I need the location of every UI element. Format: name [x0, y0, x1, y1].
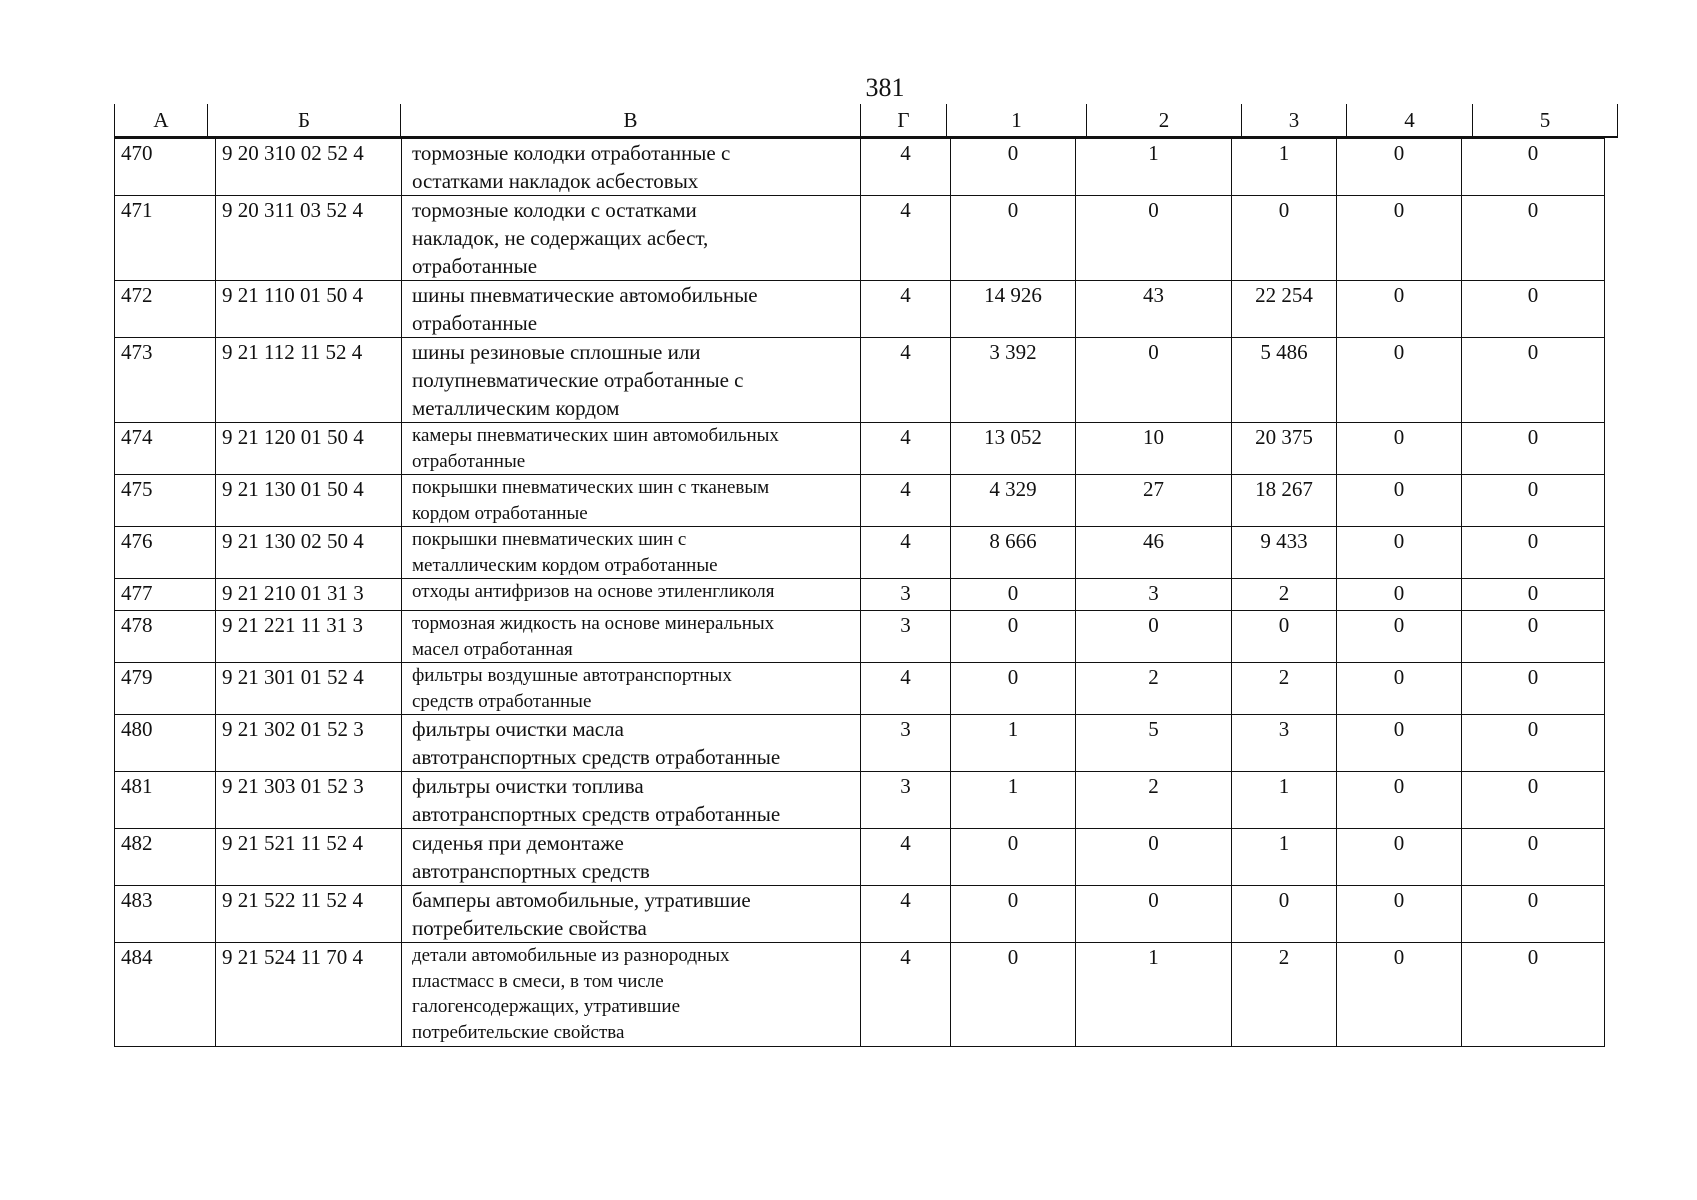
row-number: 473	[115, 338, 216, 423]
waste-code: 9 21 221 11 31 3	[216, 611, 402, 663]
column-header-3: 3	[1242, 104, 1347, 137]
value-col-2: 46	[1076, 527, 1232, 579]
value-col-5: 0	[1462, 715, 1605, 772]
column-header-1: 1	[947, 104, 1087, 137]
description-line: бамперы автомобильные, утратившие	[412, 888, 751, 912]
value-col-5: 0	[1462, 663, 1605, 715]
value-col-5: 0	[1462, 772, 1605, 829]
row-number: 480	[115, 715, 216, 772]
column-header-5: 5	[1473, 104, 1618, 137]
description-line: тормозная жидкость на основе минеральных	[412, 613, 775, 634]
description-line: тормозные колодки с остатками	[412, 198, 697, 222]
table-row	[115, 579, 1605, 611]
value-col-1: 0	[951, 886, 1076, 943]
waste-description	[402, 715, 861, 772]
waste-code: 9 21 210 01 31 3	[216, 579, 402, 611]
row-number: 476	[115, 527, 216, 579]
value-col-3: 2	[1232, 579, 1337, 611]
value-col-5: 0	[1462, 829, 1605, 886]
description-line: накладок, не содержащих асбест,	[412, 226, 709, 250]
value-col-4: 0	[1337, 663, 1462, 715]
table-row	[115, 772, 1605, 829]
description-line: сиденья при демонтаже	[412, 831, 624, 855]
waste-table	[114, 138, 1605, 1047]
description-line: металлическим кордом	[412, 396, 620, 420]
table-body	[115, 139, 1605, 1047]
value-col-4: 0	[1337, 196, 1462, 281]
value-col-2: 2	[1076, 663, 1232, 715]
value-col-2: 1	[1076, 943, 1232, 1047]
hazard-class: 4	[861, 423, 951, 475]
table-row	[115, 281, 1605, 338]
column-header-4: 4	[1347, 104, 1473, 137]
description-line: автотранспортных средств отработанные	[412, 745, 781, 769]
description-line: покрышки пневматических шин с тканевым	[412, 477, 770, 498]
value-col-2: 0	[1076, 196, 1232, 281]
value-col-2: 0	[1076, 829, 1232, 886]
waste-description	[402, 423, 861, 475]
row-number: 472	[115, 281, 216, 338]
value-col-1: 1	[951, 772, 1076, 829]
table-header	[114, 104, 1618, 138]
value-col-5: 0	[1462, 475, 1605, 527]
table-row	[115, 886, 1605, 943]
row-number: 484	[115, 943, 216, 1047]
column-header-b: Б	[208, 104, 401, 137]
value-col-2: 3	[1076, 579, 1232, 611]
description-line: фильтры очистки топлива	[412, 774, 644, 798]
description-line: шины пневматические автомобильные	[412, 283, 758, 307]
waste-code: 9 21 521 11 52 4	[216, 829, 402, 886]
description-line: автотранспортных средств отработанные	[412, 802, 781, 826]
waste-code: 9 21 524 11 70 4	[216, 943, 402, 1047]
value-col-5: 0	[1462, 338, 1605, 423]
table-row	[115, 139, 1605, 196]
value-col-1: 0	[951, 139, 1076, 196]
value-col-5: 0	[1462, 886, 1605, 943]
table-row	[115, 527, 1605, 579]
description-line: масел отработанная	[412, 638, 573, 660]
value-col-2: 5	[1076, 715, 1232, 772]
waste-code: 9 21 522 11 52 4	[216, 886, 402, 943]
row-number: 471	[115, 196, 216, 281]
description-line: тормозные колодки отработанные с	[412, 141, 731, 165]
waste-description	[402, 611, 861, 663]
value-col-4: 0	[1337, 475, 1462, 527]
hazard-class: 3	[861, 611, 951, 663]
description-line: шины резиновые сплошные или	[412, 340, 701, 364]
column-header-2: 2	[1087, 104, 1242, 137]
hazard-class: 4	[861, 663, 951, 715]
value-col-4: 0	[1337, 829, 1462, 886]
waste-description	[402, 338, 861, 423]
value-col-2: 43	[1076, 281, 1232, 338]
description-line: галогенсодержащих, утратившие	[412, 996, 681, 1017]
value-col-1: 13 052	[951, 423, 1076, 475]
row-number: 477	[115, 579, 216, 611]
waste-description	[402, 943, 861, 1047]
value-col-4: 0	[1337, 772, 1462, 829]
value-col-4: 0	[1337, 611, 1462, 663]
table-row	[115, 338, 1605, 423]
hazard-class: 4	[861, 527, 951, 579]
description-line: фильтры очистки масла	[412, 717, 624, 741]
value-col-1: 1	[951, 715, 1076, 772]
value-col-1: 0	[951, 943, 1076, 1047]
waste-description	[402, 196, 861, 281]
value-col-2: 0	[1076, 886, 1232, 943]
value-col-5: 0	[1462, 196, 1605, 281]
value-col-1: 8 666	[951, 527, 1076, 579]
value-col-3: 1	[1232, 139, 1337, 196]
hazard-class: 3	[861, 715, 951, 772]
table-row	[115, 475, 1605, 527]
value-col-3: 3	[1232, 715, 1337, 772]
row-number: 475	[115, 475, 216, 527]
value-col-1: 0	[951, 579, 1076, 611]
value-col-5: 0	[1462, 611, 1605, 663]
waste-description	[402, 475, 861, 527]
waste-code: 9 20 311 03 52 4	[216, 196, 402, 281]
hazard-class: 4	[861, 829, 951, 886]
row-number: 481	[115, 772, 216, 829]
value-col-5: 0	[1462, 423, 1605, 475]
hazard-class: 4	[861, 281, 951, 338]
description-line: детали автомобильные из разнородных	[412, 945, 730, 966]
table-row	[115, 663, 1605, 715]
table-row	[115, 943, 1605, 1047]
waste-description	[402, 772, 861, 829]
description-line: камеры пневматических шин автомобильных	[412, 425, 779, 446]
value-col-4: 0	[1337, 423, 1462, 475]
waste-code: 9 21 120 01 50 4	[216, 423, 402, 475]
hazard-class: 4	[861, 886, 951, 943]
description-line: покрышки пневматических шин с	[412, 529, 687, 550]
value-col-1: 14 926	[951, 281, 1076, 338]
description-line: отработанные	[412, 254, 538, 278]
value-col-3: 22 254	[1232, 281, 1337, 338]
waste-code: 9 21 302 01 52 3	[216, 715, 402, 772]
waste-code: 9 21 112 11 52 4	[216, 338, 402, 423]
waste-code: 9 21 130 02 50 4	[216, 527, 402, 579]
column-header-a: А	[115, 104, 208, 137]
row-number: 474	[115, 423, 216, 475]
value-col-2: 1	[1076, 139, 1232, 196]
page-number: 381	[865, 73, 905, 102]
waste-description	[402, 663, 861, 715]
description-line: полупневматические отработанные с	[412, 368, 744, 392]
value-col-1: 0	[951, 196, 1076, 281]
value-col-2: 0	[1076, 338, 1232, 423]
value-col-3: 18 267	[1232, 475, 1337, 527]
value-col-2: 27	[1076, 475, 1232, 527]
table-row	[115, 829, 1605, 886]
hazard-class: 4	[861, 196, 951, 281]
value-col-5: 0	[1462, 281, 1605, 338]
value-col-4: 0	[1337, 527, 1462, 579]
value-col-1: 0	[951, 611, 1076, 663]
description-line: потребительские свойства	[412, 916, 647, 940]
value-col-4: 0	[1337, 715, 1462, 772]
description-line: отработанные	[412, 311, 538, 335]
waste-description	[402, 139, 861, 196]
value-col-1: 0	[951, 663, 1076, 715]
value-col-4: 0	[1337, 139, 1462, 196]
waste-description	[402, 527, 861, 579]
hazard-class: 4	[861, 139, 951, 196]
description-line: отходы антифризов на основе этиленгликоля	[412, 581, 775, 602]
table-row	[115, 715, 1605, 772]
table-row	[115, 611, 1605, 663]
value-col-3: 0	[1232, 611, 1337, 663]
description-line: кордом отработанные	[412, 502, 588, 524]
value-col-4: 0	[1337, 943, 1462, 1047]
value-col-3: 1	[1232, 772, 1337, 829]
waste-description	[402, 579, 861, 611]
waste-description	[402, 829, 861, 886]
hazard-class: 3	[861, 772, 951, 829]
waste-code: 9 21 130 01 50 4	[216, 475, 402, 527]
hazard-class: 4	[861, 338, 951, 423]
description-line: пластмасс в смеси, в том числе	[412, 970, 664, 992]
table-row	[115, 423, 1605, 475]
value-col-4: 0	[1337, 579, 1462, 611]
waste-description	[402, 281, 861, 338]
value-col-5: 0	[1462, 579, 1605, 611]
column-header-v: В	[401, 104, 861, 137]
description-line: автотранспортных средств	[412, 859, 650, 883]
column-header-g: Г	[861, 104, 947, 137]
waste-description	[402, 886, 861, 943]
hazard-class: 4	[861, 475, 951, 527]
waste-code: 9 21 110 01 50 4	[216, 281, 402, 338]
value-col-1: 3 392	[951, 338, 1076, 423]
value-col-5: 0	[1462, 943, 1605, 1047]
description-line: остатками накладок асбестовых	[412, 169, 699, 193]
value-col-3: 9 433	[1232, 527, 1337, 579]
row-number: 479	[115, 663, 216, 715]
value-col-3: 0	[1232, 886, 1337, 943]
value-col-3: 1	[1232, 829, 1337, 886]
row-number: 470	[115, 139, 216, 196]
value-col-3: 20 375	[1232, 423, 1337, 475]
waste-code: 9 20 310 02 52 4	[216, 139, 402, 196]
value-col-4: 0	[1337, 338, 1462, 423]
description-line: металлическим кордом отработанные	[412, 554, 718, 576]
description-line: средств отработанные	[412, 690, 592, 712]
hazard-class: 4	[861, 943, 951, 1047]
description-line: фильтры воздушные автотранспортных	[412, 665, 732, 686]
value-col-1: 4 329	[951, 475, 1076, 527]
row-number: 483	[115, 886, 216, 943]
value-col-3: 2	[1232, 943, 1337, 1047]
value-col-4: 0	[1337, 281, 1462, 338]
hazard-class: 3	[861, 579, 951, 611]
value-col-2: 0	[1076, 611, 1232, 663]
value-col-5: 0	[1462, 527, 1605, 579]
description-line: потребительские свойства	[412, 1021, 625, 1043]
value-col-3: 5 486	[1232, 338, 1337, 423]
value-col-3: 0	[1232, 196, 1337, 281]
table-row	[115, 196, 1605, 281]
waste-code: 9 21 303 01 52 3	[216, 772, 402, 829]
value-col-3: 2	[1232, 663, 1337, 715]
value-col-4: 0	[1337, 886, 1462, 943]
value-col-2: 2	[1076, 772, 1232, 829]
description-line: отработанные	[412, 450, 526, 472]
value-col-1: 0	[951, 829, 1076, 886]
value-col-2: 10	[1076, 423, 1232, 475]
row-number: 482	[115, 829, 216, 886]
waste-code: 9 21 301 01 52 4	[216, 663, 402, 715]
value-col-5: 0	[1462, 139, 1605, 196]
row-number: 478	[115, 611, 216, 663]
